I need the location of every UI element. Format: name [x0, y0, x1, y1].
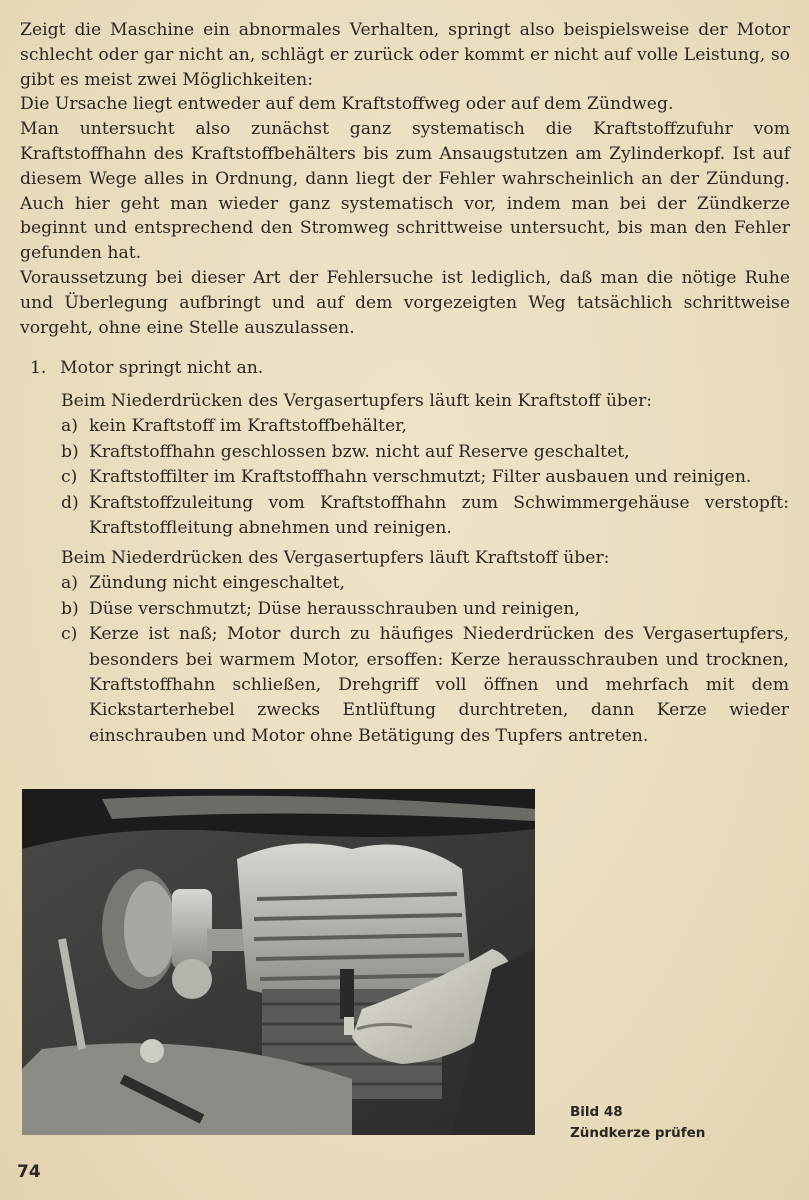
case-fuel-overflows [61, 546, 789, 749]
case-fuel-item-b [61, 597, 789, 622]
case-no-fuel-lead: Beim Niederdrücken des Vergasertupfers läuft kein Kraftstoff über: [61, 391, 653, 411]
section-title: Motor springt nicht an. [60, 358, 264, 378]
page-number: 74 [17, 1162, 41, 1182]
item-text: Kraftstoffhahn geschlossen bzw. nicht auf Reserve geschaltet, [89, 441, 630, 462]
intro-paragraph-4: Voraussetzung bei dieser Art der Fehlersuche ist lediglich, daß man die nötige Ruhe und Überlegung aufbringt und auf dem vorgezeigten Weg tatsächlich schrittweise vorgeht, ohne eine Stelle auszulassen. [20, 267, 790, 338]
item-letter: a) [61, 573, 78, 594]
case-no-fuel-item-b [61, 440, 789, 465]
case-fuel-item-c [61, 622, 789, 749]
case-fuel-item-a [61, 571, 789, 596]
figure-caption [570, 1102, 705, 1144]
item-text: Düse verschmutzt; Düse herausschrauben und reinigen, [89, 598, 580, 619]
section-heading-1 [30, 356, 790, 381]
intro-paragraph-2: Die Ursache liegt entweder auf dem Kraftstoffweg oder auf dem Zündweg. [20, 94, 674, 115]
case-no-fuel-item-d [61, 491, 789, 542]
item-text: Kraftstoffilter im Kraftstoffhahn verschmutzt; Filter ausbauen und reinigen. [89, 467, 752, 488]
item-text: Zündung nicht eingeschaltet, [89, 573, 345, 594]
engine-photo-illustration [22, 789, 535, 1135]
case-no-fuel-item-c [61, 465, 789, 490]
case-fuel-lead: Beim Niederdrücken des Vergasertupfers läuft Kraftstoff über: [61, 548, 610, 568]
item-letter: b) [61, 441, 79, 462]
section-number: 1. [30, 358, 47, 378]
intro-text [20, 18, 790, 340]
intro-paragraph-1: Zeigt die Maschine ein abnormales Verhalten, springt also beispielsweise der Motor schlecht oder gar nicht an, schlägt er zurück oder kommt er nicht auf volle Leistung, so gibt es meist zwei Möglichkeiten: [20, 20, 790, 90]
figure-label: Bild 48 [570, 1104, 623, 1120]
intro-paragraph-3: Man untersucht also zunächst ganz systematisch die Kraftstoffzufuhr vom Kraftstoffhahn des Kraftstoffbehälters bis zum Ansaugstutzen am Zylinderkopf. Ist auf diesem Wege alles in Ordnung, dann liegt der Fehler wahrscheinlich an der Zündung. Auch hier geht man wieder ganz systematisch vor, indem man bei der Zündkerze beginnt und entsprechend den Stromweg schrittweise untersucht, bis man den Fehler gefunden hat. [20, 119, 790, 264]
figure-caption-text: Zündkerze prüfen [570, 1125, 706, 1141]
item-letter: c) [61, 467, 78, 488]
engine-photo [22, 789, 535, 1135]
item-text: Kraftstoffzuleitung vom Kraftstoffhahn zum Schwimmergehäuse verstopft: Kraftstoffleitung abnehmen und reinigen. [89, 492, 789, 539]
case-no-fuel-item-a [61, 414, 789, 439]
item-letter: d) [61, 492, 79, 513]
case-no-fuel [61, 389, 789, 541]
item-text: kein Kraftstoff im Kraftstoffbehälter, [89, 416, 407, 437]
item-letter: a) [61, 416, 78, 437]
item-text: Kerze ist naß; Motor durch zu häufiges Niederdrücken des Vergasertupfers, besonders bei warmem Motor, ersoffen: Kerze herausschrauben und trocknen, Kraftstoffhahn schließen, Drehgriff voll öffnen und mehrfach mit dem Kickstarterhebel zwecks Entlüftung durchtreten, dann Kerze wieder einschrauben und Motor ohne Betätigung des Tupfers antreten. [89, 624, 789, 746]
item-letter: b) [61, 598, 79, 619]
item-letter: c) [61, 624, 78, 645]
